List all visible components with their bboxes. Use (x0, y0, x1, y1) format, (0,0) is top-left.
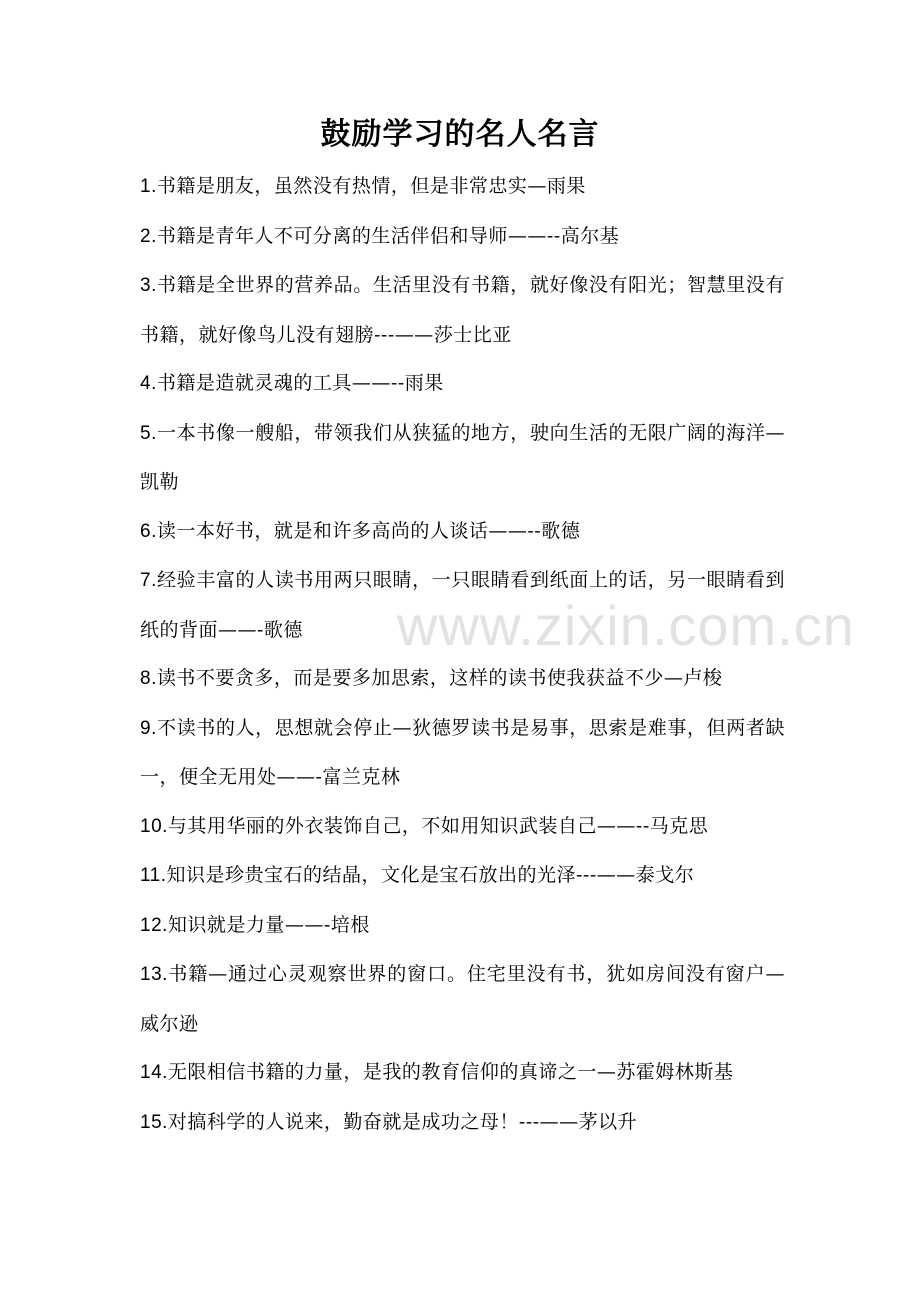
quote-text: 与其用华丽的外衣装饰自己，不如用知识武装自己——--马克思 (167, 814, 709, 837)
quote-item (140, 901, 785, 951)
quote-number: 2. (140, 225, 157, 247)
quote-item (140, 950, 785, 1048)
quote-item (140, 654, 785, 704)
quote-number: 3. (140, 275, 157, 296)
quote-number: 4. (140, 373, 157, 394)
quote-text: 读书不要贪多，而是要多加思索，这样的读书使我获益不少—卢梭 (156, 667, 723, 689)
quote-text: 经验丰富的人读书用两只眼睛，一只眼睛看到纸面上的话，另一眼睛看到纸的背面——-歌德 (140, 569, 785, 641)
quote-item (140, 704, 785, 802)
quote-item (140, 851, 785, 901)
quote-text: 不读书的人，思想就会停止—狄德罗读书是易事，思索是难事，但两者缺一，便全无用处——-富兰克林 (140, 716, 785, 788)
quote-item (140, 261, 785, 359)
quote-text: 书籍是青年人不可分离的生活伴侣和导师——--高尔基 (156, 224, 620, 247)
quote-number: 10. (140, 815, 168, 837)
quote-number: 8. (140, 668, 157, 689)
quote-item (140, 556, 785, 654)
quote-item (140, 1098, 785, 1148)
quote-item (140, 212, 785, 262)
quote-text: 书籍—通过心灵观察世界的窗口。住宅里没有书，犹如房间没有窗户—威尔逊 (140, 963, 785, 1035)
watermark-text: www.zixin.com.cn (397, 594, 855, 657)
quote-number: 5. (140, 422, 157, 444)
quote-text: 对搞科学的人说来，勤奋就是成功之母！---——茅以升 (167, 1110, 638, 1133)
quote-item (140, 507, 785, 557)
quote-number: 14. (140, 1062, 168, 1083)
quote-number: 11. (140, 865, 167, 886)
quote-number: 9. (140, 717, 157, 739)
quote-text: 书籍是朋友，虽然没有热情，但是非常忠实—雨果 (156, 175, 586, 197)
quote-text: 知识是珍贵宝石的结晶，文化是宝石放出的光泽---——泰戈尔 (166, 864, 695, 886)
quote-list (140, 162, 785, 1147)
quote-text: 书籍是全世界的营养品。生活里没有书籍，就好像没有阳光；智慧里没有书籍，就好像鸟儿没有翅膀---——莎士比亚 (140, 274, 785, 346)
quote-number: 13. (140, 964, 168, 985)
quote-item (140, 359, 785, 409)
quote-text: 一本书像一艘船，带领我们从狭猛的地方，驶向生活的无限广阔的海洋—凯勒 (140, 421, 785, 493)
quote-text: 书籍是造就灵魂的工具——--雨果 (156, 372, 444, 394)
quote-text: 读一本好书，就是和许多高尚的人谈话——--歌德 (156, 519, 581, 542)
quote-item (140, 1048, 785, 1098)
quote-item (140, 802, 785, 852)
document-title: 鼓励学习的名人名言 (320, 117, 600, 152)
quote-text: 无限相信书籍的力量，是我的教育信仰的真谛之一—苏霍姆林斯基 (167, 1061, 734, 1083)
quote-text: 知识就是力量——-培根 (167, 913, 370, 936)
quote-item (140, 162, 785, 212)
quote-item (140, 409, 785, 507)
quote-number: 15. (140, 1111, 168, 1133)
quote-number: 6. (140, 520, 157, 542)
quote-number: 12. (140, 914, 168, 936)
quote-number: 7. (140, 570, 157, 591)
quote-number: 1. (140, 176, 157, 197)
